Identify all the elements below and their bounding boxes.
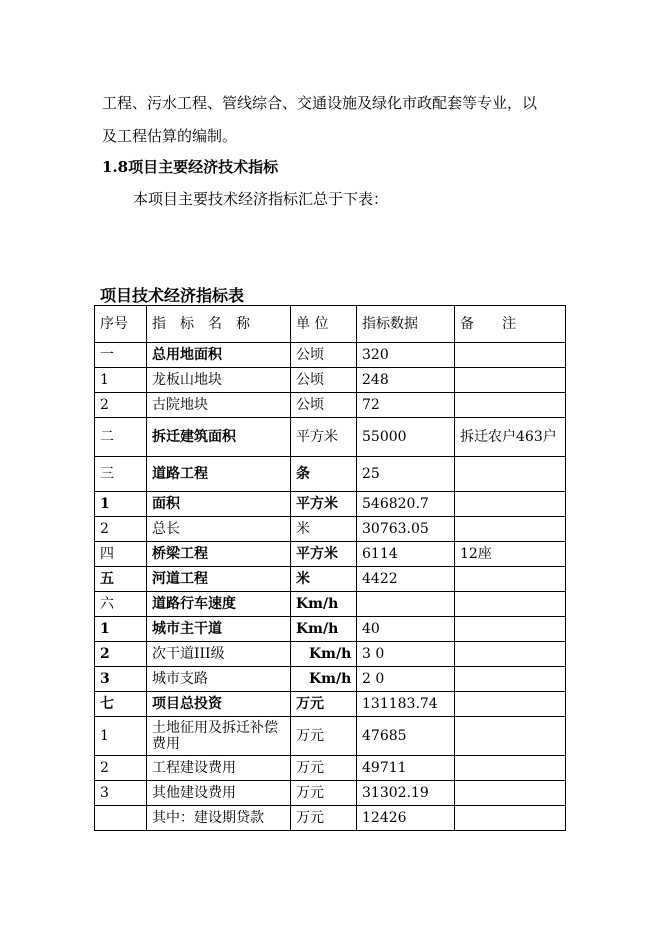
cell-unit: 米 — [291, 567, 357, 592]
table-row — [95, 692, 566, 717]
table-row — [95, 806, 566, 831]
cell-name: 总长 — [147, 517, 291, 542]
header-name: 指 标 名 称 — [147, 306, 291, 343]
cell-value: 31302.19 — [357, 781, 455, 806]
cell-note — [455, 457, 566, 492]
indicator-table — [94, 305, 566, 831]
cell-value: 2 0 — [357, 667, 455, 692]
header-unit: 单 位 — [291, 306, 357, 343]
cell-note — [455, 806, 566, 831]
cell-unit: 万元 — [291, 692, 357, 717]
cell-no: 二 — [95, 418, 147, 457]
header-no: 序号 — [95, 306, 147, 343]
cell-note — [455, 617, 566, 642]
cell-name: 面积 — [147, 492, 291, 517]
cell-note — [455, 492, 566, 517]
cell-name: 城市主干道 — [147, 617, 291, 642]
table-row — [95, 667, 566, 692]
cell-unit: 万元 — [291, 717, 357, 756]
cell-unit: 米 — [291, 517, 357, 542]
cell-no: 三 — [95, 457, 147, 492]
cell-no: 五 — [95, 567, 147, 592]
cell-value: 55000 — [357, 418, 455, 457]
cell-value: 248 — [357, 368, 455, 393]
cell-note — [455, 567, 566, 592]
cell-value: 12426 — [357, 806, 455, 831]
cell-note — [455, 667, 566, 692]
cell-note — [455, 393, 566, 418]
cell-unit: 平方米 — [291, 492, 357, 517]
table-row — [95, 368, 566, 393]
cell-note — [455, 756, 566, 781]
cell-value: 49711 — [357, 756, 455, 781]
cell-unit: 万元 — [291, 756, 357, 781]
table-title: 项目技术经济指标表 — [100, 286, 245, 305]
cell-value: 131183.74 — [357, 692, 455, 717]
cell-name: 古院地块 — [147, 393, 291, 418]
cell-value: 30763.05 — [357, 517, 455, 542]
table-row — [95, 756, 566, 781]
cell-value: 25 — [357, 457, 455, 492]
cell-name: 桥梁工程 — [147, 542, 291, 567]
cell-value: 4422 — [357, 567, 455, 592]
cell-note — [455, 343, 566, 368]
cell-no: 3 — [95, 781, 147, 806]
cell-name: 城市支路 — [147, 667, 291, 692]
cell-unit: Km/h — [291, 642, 357, 667]
cell-no: 3 — [95, 667, 147, 692]
table-row — [95, 517, 566, 542]
paragraph-line-2: 及工程估算的编制。 — [102, 127, 238, 145]
cell-name: 工程建设费用 — [147, 756, 291, 781]
table-row — [95, 393, 566, 418]
cell-no: 1 — [95, 717, 147, 756]
cell-no: 2 — [95, 642, 147, 667]
cell-name: 次干道III级 — [147, 642, 291, 667]
cell-unit: 公顷 — [291, 393, 357, 418]
cell-name: 拆迁建筑面积 — [147, 418, 291, 457]
header-value: 指标数据 — [357, 306, 455, 343]
cell-note — [455, 642, 566, 667]
cell-note — [455, 717, 566, 756]
cell-no — [95, 806, 147, 831]
table-row — [95, 492, 566, 517]
cell-unit: 平方米 — [291, 418, 357, 457]
section-intro: 本项目主要技术经济指标汇总于下表： — [133, 190, 389, 208]
cell-no: 2 — [95, 393, 147, 418]
cell-value: 546820.7 — [357, 492, 455, 517]
cell-note — [455, 781, 566, 806]
table-row — [95, 418, 566, 457]
cell-no: 2 — [95, 517, 147, 542]
cell-unit: 平方米 — [291, 542, 357, 567]
table-header-row — [95, 306, 566, 343]
table-row — [95, 781, 566, 806]
cell-name: 其中：建设期贷款 — [147, 806, 291, 831]
cell-no: 1 — [95, 368, 147, 393]
cell-name: 总用地面积 — [147, 343, 291, 368]
cell-unit: Km/h — [291, 592, 357, 617]
cell-no: 四 — [95, 542, 147, 567]
table-row — [95, 717, 566, 756]
cell-name: 土地征用及拆迁补偿费用 — [147, 717, 291, 756]
cell-unit: 万元 — [291, 806, 357, 831]
cell-name: 道路行车速度 — [147, 592, 291, 617]
cell-name: 道路工程 — [147, 457, 291, 492]
cell-value: 47685 — [357, 717, 455, 756]
cell-unit: 万元 — [291, 781, 357, 806]
cell-no: 1 — [95, 492, 147, 517]
table-row — [95, 617, 566, 642]
table-row — [95, 457, 566, 492]
paragraph-line-1: 工程、污水工程、管线综合、交通设施及绿化市政配套等专业，以 — [102, 94, 538, 112]
cell-value: 320 — [357, 343, 455, 368]
cell-note — [455, 592, 566, 617]
table-row — [95, 343, 566, 368]
cell-unit: 公顷 — [291, 368, 357, 393]
table-row — [95, 567, 566, 592]
cell-value: 6114 — [357, 542, 455, 567]
cell-no: 七 — [95, 692, 147, 717]
table-row — [95, 542, 566, 567]
cell-no: 2 — [95, 756, 147, 781]
cell-unit: 公顷 — [291, 343, 357, 368]
cell-note — [455, 517, 566, 542]
cell-unit: 条 — [291, 457, 357, 492]
cell-no: 一 — [95, 343, 147, 368]
cell-no: 1 — [95, 617, 147, 642]
cell-name: 龙板山地块 — [147, 368, 291, 393]
cell-value: 72 — [357, 393, 455, 418]
table-row — [95, 642, 566, 667]
cell-name: 其他建设费用 — [147, 781, 291, 806]
cell-note — [455, 368, 566, 393]
cell-unit: Km/h — [291, 617, 357, 642]
cell-note — [455, 692, 566, 717]
table-row — [95, 592, 566, 617]
cell-no: 六 — [95, 592, 147, 617]
cell-value: 40 — [357, 617, 455, 642]
cell-note: 12座 — [455, 542, 566, 567]
cell-value — [357, 592, 455, 617]
header-note: 备 注 — [455, 306, 566, 343]
section-heading: 1.8项目主要经济技术指标 — [102, 158, 279, 176]
cell-value: 3 0 — [357, 642, 455, 667]
cell-name: 项目总投资 — [147, 692, 291, 717]
cell-unit: Km/h — [291, 667, 357, 692]
cell-name: 河道工程 — [147, 567, 291, 592]
cell-note: 拆迁农户463户 — [455, 418, 566, 457]
